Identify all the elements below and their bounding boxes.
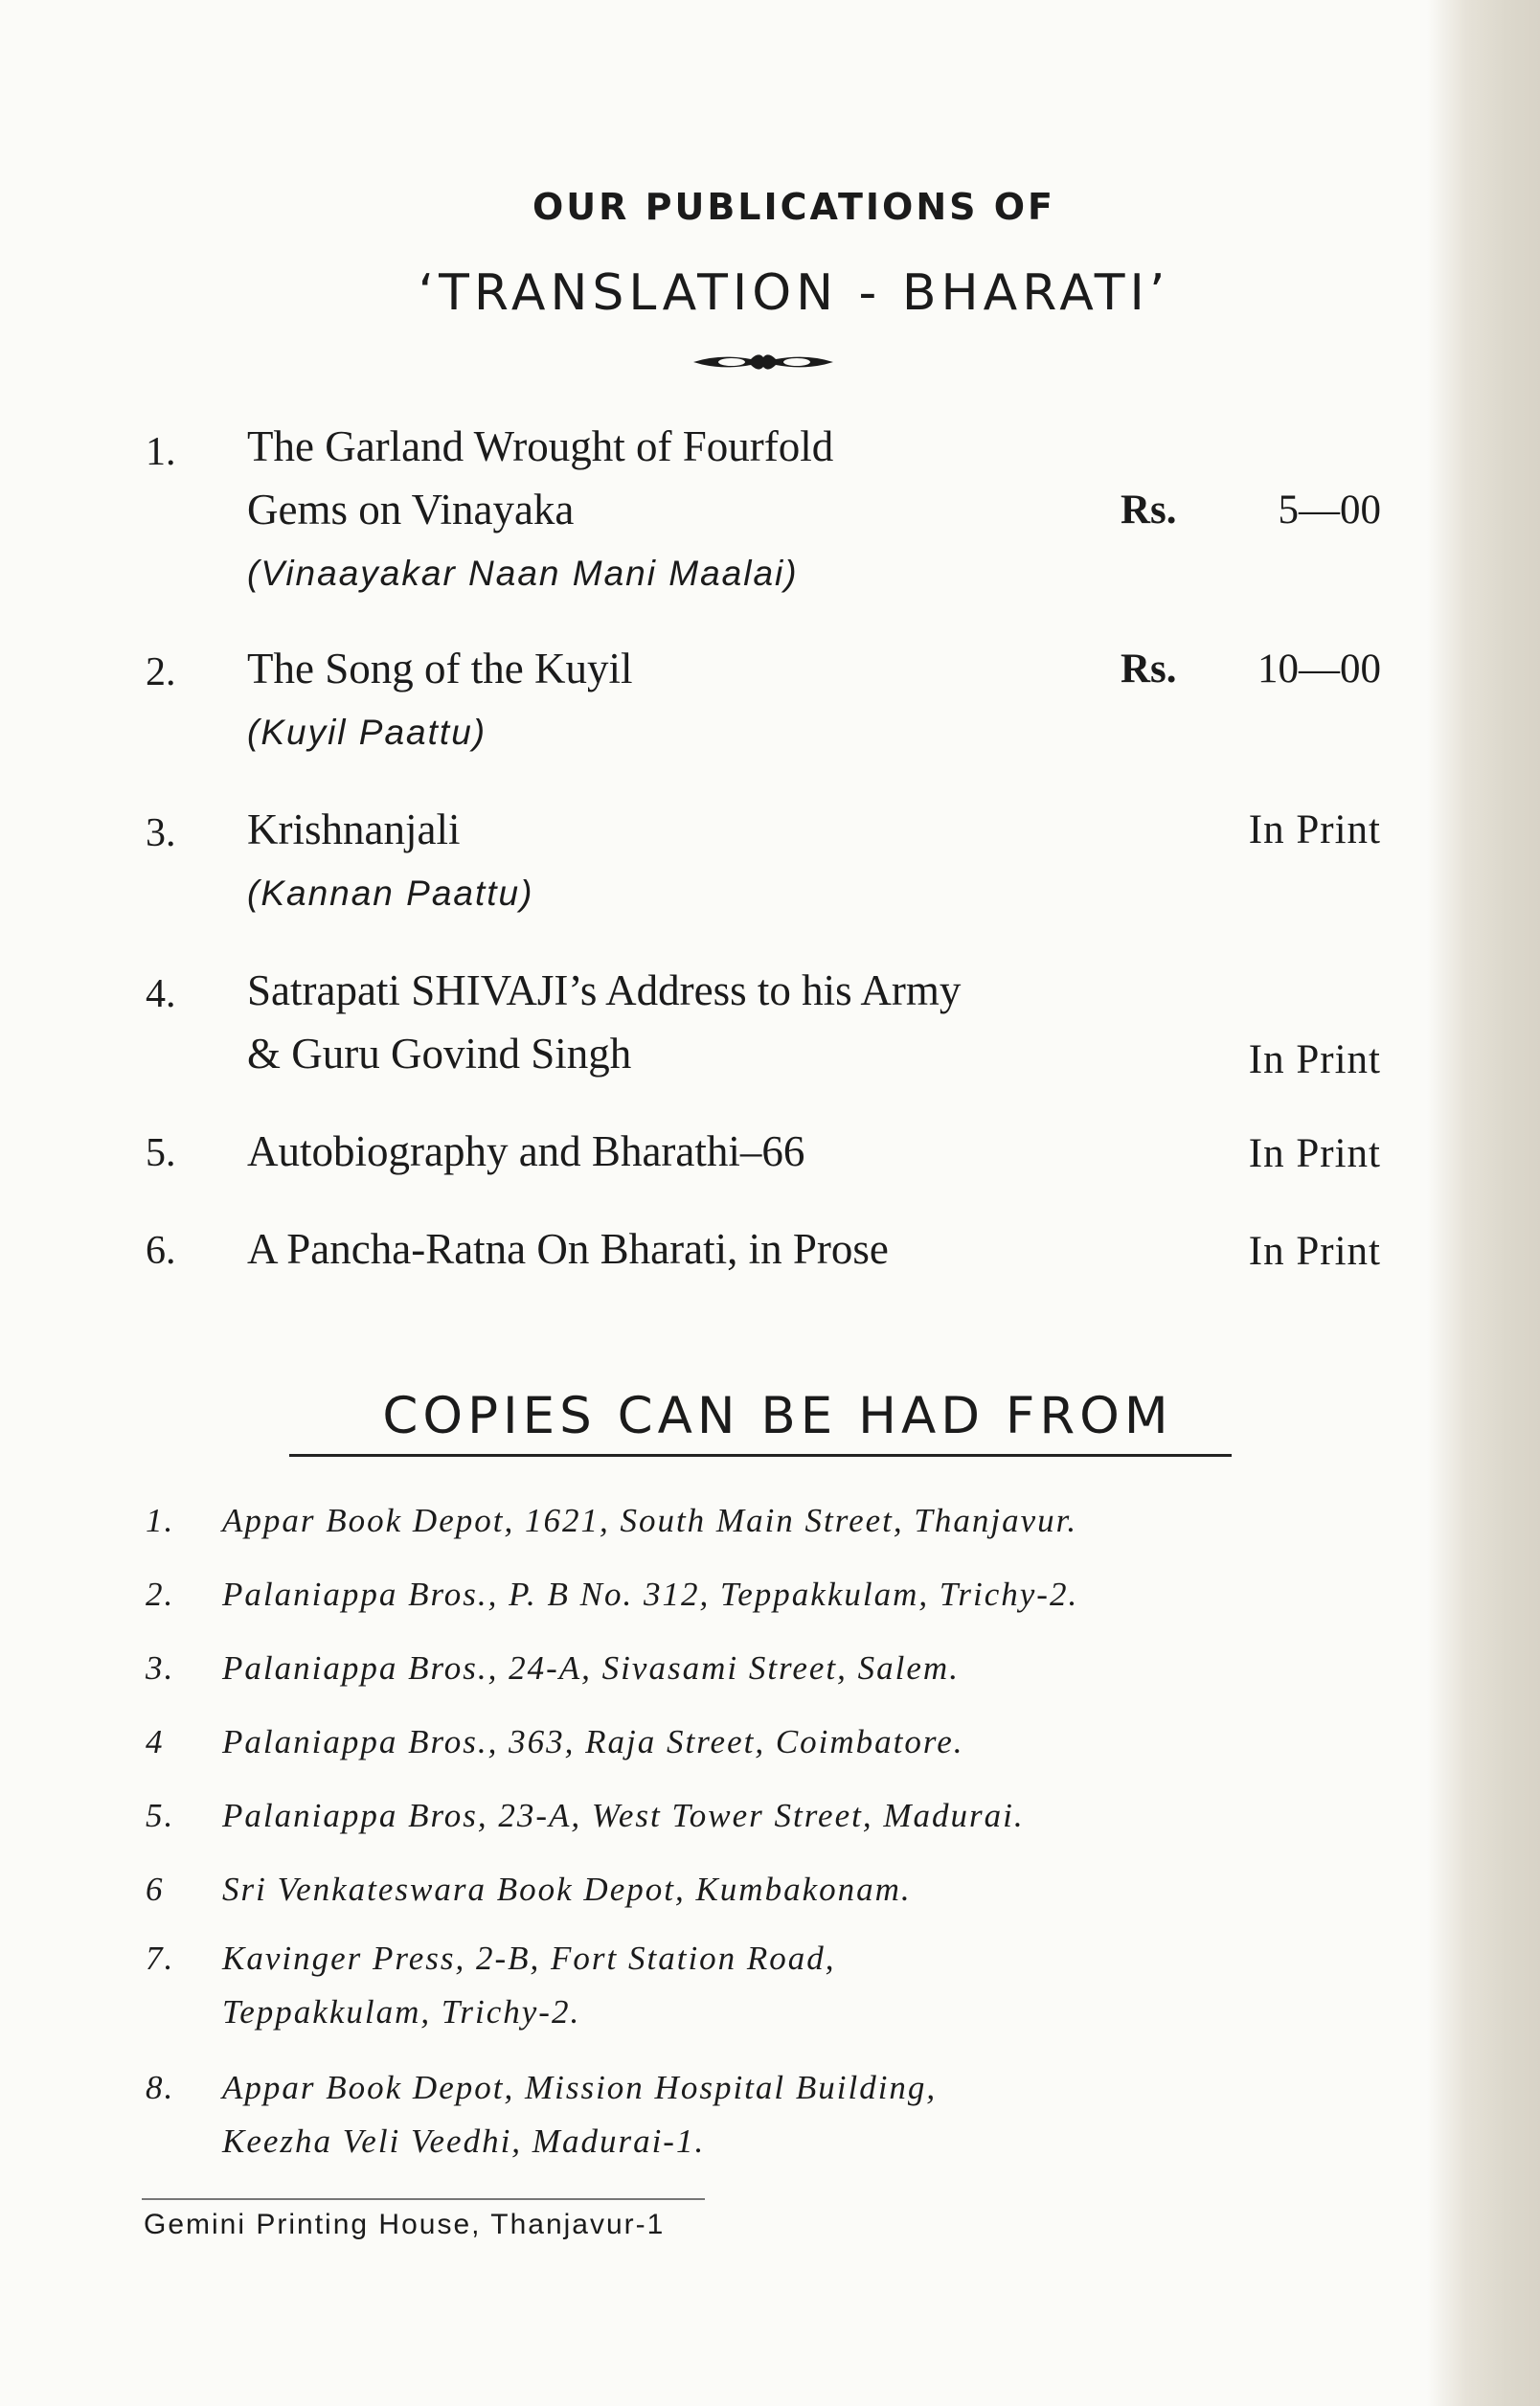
series-title: ‘TRANSLATION - BHARATI’	[418, 264, 1170, 322]
item-title-line: A Pancha-Ratna On Bharati, in Prose	[247, 1225, 889, 1273]
item-title-line: Autobiography and Bharathi–66	[247, 1127, 805, 1175]
address-line: Palaniappa Bros., 363, Raja Street, Coimbatore.	[222, 1723, 964, 1760]
item-price: 5—00	[1278, 488, 1381, 533]
footer-divider	[142, 2198, 705, 2200]
address-line: Palaniappa Bros., P. B No. 312, Teppakkulam, Trichy-2.	[222, 1576, 1079, 1613]
item-status: In Print	[1248, 1131, 1381, 1176]
item-currency: Rs.	[1121, 488, 1177, 533]
item-title-line: Satrapati SHIVAJI’s Address to his Army	[247, 966, 962, 1014]
item-status: In Print	[1248, 1229, 1381, 1274]
item-number: 6.	[146, 1229, 176, 1273]
item-number: 4.	[146, 972, 176, 1016]
printer-imprint: Gemini Printing House, Thanjavur-1	[144, 2209, 666, 2240]
address-number: 3.	[146, 1649, 175, 1687]
address-number: 4	[146, 1723, 165, 1760]
item-currency: Rs.	[1121, 647, 1177, 692]
item-status: In Print	[1248, 1037, 1381, 1082]
address-line: Sri Venkateswara Book Depot, Kumbakonam.	[222, 1871, 912, 1908]
address-line: Teppakkulam, Trichy-2.	[222, 1993, 581, 2031]
address-number: 7.	[146, 1940, 175, 1977]
ornament-icon	[691, 348, 835, 376]
item-title-line: The Garland Wrought of Fourfold	[247, 422, 834, 470]
address-number: 8.	[146, 2069, 175, 2106]
item-title-line: Krishnanjali	[247, 806, 461, 853]
item-number: 2.	[146, 650, 176, 694]
address-number: 2.	[146, 1576, 175, 1613]
item-title-line: Gems on Vinayaka	[247, 486, 575, 533]
address-line: Keezha Veli Veedhi, Madurai-1.	[222, 2122, 706, 2160]
item-title-line: & Guru Govind Singh	[247, 1030, 632, 1078]
item-price: 10—00	[1257, 647, 1381, 692]
copies-heading: COPIES CAN BE HAD FROM	[382, 1387, 1173, 1445]
item-number: 3.	[146, 811, 176, 855]
item-title-line: The Song of the Kuyil	[247, 645, 633, 692]
address-line: Palaniappa Bros., 24-A, Sivasami Street, Salem.	[222, 1649, 960, 1687]
address-number: 1.	[146, 1502, 175, 1539]
item-number: 5.	[146, 1131, 176, 1175]
address-number: 5.	[146, 1797, 175, 1834]
heading-underline	[289, 1454, 1232, 1457]
item-subtitle: (Kannan Paattu)	[247, 874, 534, 913]
item-number: 1.	[146, 430, 176, 474]
item-status: In Print	[1248, 807, 1381, 852]
item-subtitle: (Kuyil Paattu)	[247, 713, 487, 752]
item-subtitle: (Vinaayakar Naan Mani Maalai)	[247, 554, 799, 593]
page-edge-shading	[1427, 0, 1540, 2406]
address-line: Appar Book Depot, 1621, South Main Street, Thanjavur.	[222, 1502, 1078, 1539]
publications-heading: OUR PUBLICATIONS OF	[532, 186, 1056, 228]
address-line: Palaniappa Bros, 23-A, West Tower Street, Madurai.	[222, 1797, 1025, 1834]
address-number: 6	[146, 1871, 165, 1908]
address-line: Appar Book Depot, Mission Hospital Building,	[222, 2069, 938, 2106]
address-line: Kavinger Press, 2-B, Fort Station Road,	[222, 1940, 836, 1977]
